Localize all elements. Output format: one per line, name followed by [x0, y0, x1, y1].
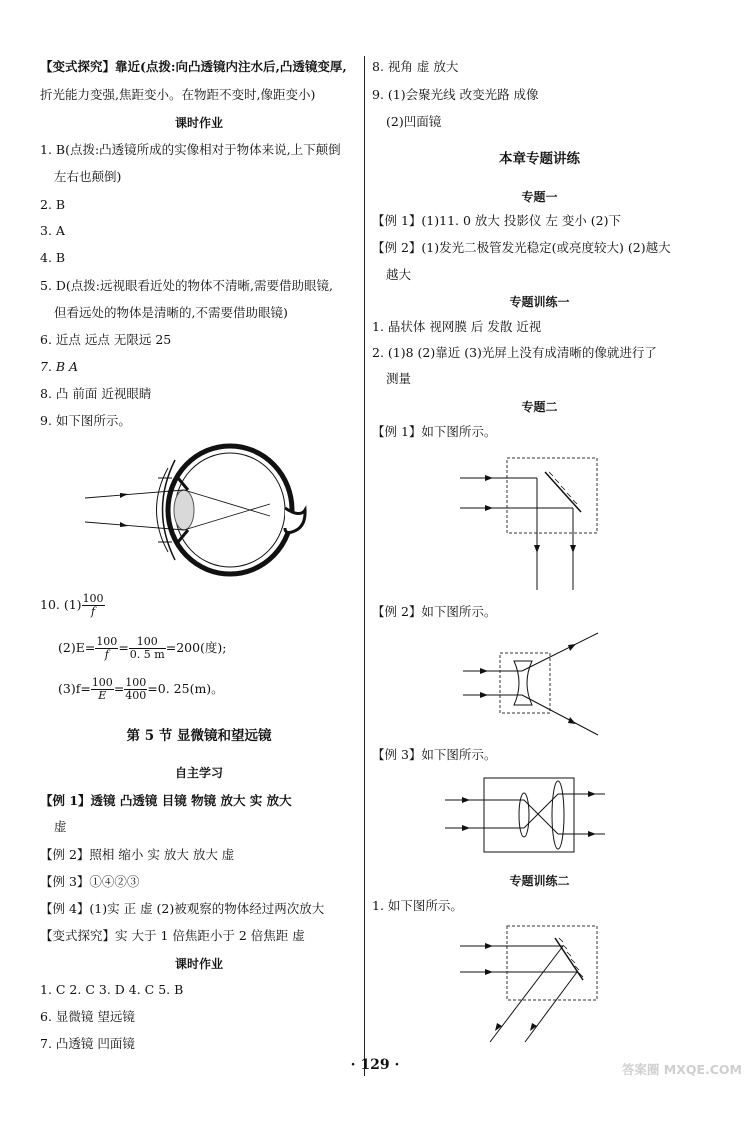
topic-2-heading: 专题二 [521, 400, 558, 414]
concave-lens-diagram [458, 625, 608, 745]
answer-5-line2: 但看远处的物体是清晰的,不需要借助眼镜) [54, 305, 288, 320]
mirror-diagram-2 [455, 922, 605, 1047]
training1-answer-2-line2: 测量 [386, 371, 412, 386]
answer-3: 3. A [40, 223, 65, 238]
section-heading-homework-2: 课时作业 [174, 957, 223, 971]
two-lens-diagram [440, 772, 610, 862]
variant-explore-line2: 折光能力变强,焦距变小。在物距不变时,像距变小) [40, 87, 316, 102]
answer-r9-line1: 9. (1)会聚光线 改变光路 成像 [372, 87, 539, 102]
topic1-example-1: 【例 1】(1)11. 0 放大 投影仪 左 变小 (2)下 [372, 213, 622, 228]
topic-1-heading: 专题一 [521, 190, 558, 204]
training-2-heading: 专题训练二 [509, 874, 570, 888]
answer-r8: 8. 视角 虚 放大 [372, 59, 459, 74]
training2-answer-1: 1. 如下图所示。 [372, 898, 463, 913]
answer-2: 2. B [40, 197, 66, 212]
answer-8: 8. 凸 前面 近视眼睛 [40, 386, 152, 401]
training-1-heading: 专题训练一 [509, 295, 570, 309]
example-4: 【例 4】(1)实 正 虚 (2)被观察的物体经过两次放大 [40, 901, 325, 916]
example-3: 【例 3】①④②③ [40, 874, 140, 889]
answer-10-1: 10. (1) $\frac{100}{f}$ [40, 592, 104, 618]
topic1-example-2-line2: 越大 [386, 267, 412, 282]
example-1-line2: 虚 [54, 819, 67, 834]
section-heading-self-study: 自主学习 [174, 766, 223, 780]
training1-answer-2-line1: 2. (1)8 (2)靠近 (3)光屏上没有成清晰的像就进行了 [372, 345, 657, 360]
example-1-line1: 【例 1】透镜 凸透镜 目镜 物镜 放大 实 放大 [40, 793, 292, 808]
answer-5-line1: 5. D(点拨:远视眼看近处的物体不清晰,需要借助眼镜, [40, 278, 333, 293]
eye-diagram [80, 438, 320, 578]
section-5-title: 第 5 节 显微镜和望远镜 [126, 728, 272, 744]
homework-answers-1-5: 1. C 2. C 3. D 4. C 5. B [40, 982, 184, 997]
answer-10-2: (2)E= $\frac{100}{f}$ = $\frac{100}{0. 5 m}$ =200(度); [58, 635, 227, 661]
variant-explore-2: 【变式探究】实 大于 1 倍焦距小于 2 倍焦距 虚 [40, 928, 305, 943]
topic2-example-1: 【例 1】如下图所示。 [372, 424, 497, 439]
topic2-example-2: 【例 2】如下图所示。 [372, 604, 497, 619]
answer-7: 7. B A [40, 359, 79, 374]
mirror-diagram-1 [455, 450, 605, 595]
topic2-example-3: 【例 3】如下图所示。 [372, 747, 497, 762]
training1-answer-1: 1. 晶状体 视网膜 后 发散 近视 [372, 319, 542, 334]
answer-4: 4. B [40, 250, 66, 265]
column-divider [364, 56, 365, 1076]
chapter-topic-title: 本章专题讲练 [499, 151, 580, 167]
answer-1-line1: 1. B(点拨:凸透镜所成的实像相对于物体来说,上下颠倒 [40, 142, 341, 157]
example-2: 【例 2】照相 缩小 实 放大 放大 虚 [40, 847, 235, 862]
homework-answer-6: 6. 显微镜 望远镜 [40, 1009, 135, 1024]
answer-r9-line2: (2)凹面镜 [386, 114, 442, 129]
topic1-example-2-line1: 【例 2】(1)发光二极管发光稳定(或亮度较大) (2)越大 [372, 240, 671, 255]
variant-explore-line1: 【变式探究】靠近(点拨:向凸透镜内注水后,凸透镜变厚, [40, 59, 347, 74]
answer-6: 6. 近点 远点 无限远 25 [40, 332, 172, 347]
answer-1-line2: 左右也颠倒) [54, 169, 122, 184]
homework-answer-7: 7. 凸透镜 凹面镜 [40, 1036, 135, 1051]
watermark-logo: 答案圈 MXQE.COM [621, 1062, 742, 1077]
answer-9: 9. 如下图所示。 [40, 413, 131, 428]
section-heading-homework: 课时作业 [174, 116, 223, 130]
page-number: · 129 · [350, 1057, 400, 1073]
answer-10-3: (3)f= $\frac{100}{E}$ = $\frac{100}{400}$ =0. 25(m)。 [58, 676, 224, 702]
